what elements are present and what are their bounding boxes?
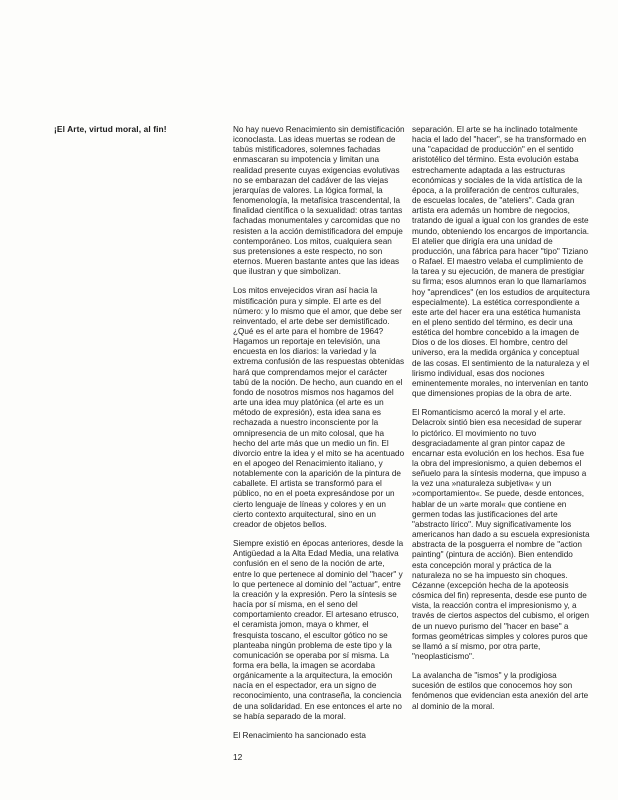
paragraph: separación. El arte se ha inclinado totalmente hacia el lado del "hacer", se ha transformado en una "capacidad de producción" en el sentido aristotélico del término. Esta evolución estaba estrechamente adaptada a las estructuras económicas y sociales de la vida artística de la época, a la proliferación de centros culturales, de escuelas locales, de "ateliers". Cada gran artista era además un hombre de negocios, tratando de igual a igual con los grandes de este mundo, obteniendo los encargos de importancia. El atelier que dirigía era una unidad de producción, una fábrica para hacer "tipo" Tiziano o Rafael. El maestro velaba el cumplimiento de la tarea y su ejecución, de manera de prestigiar su firma; esos alumnos eran lo que llamaríamos hoy "aprendices" (en los estudios de arquitectura especialmente). La estética correspondiente a este arte del hacer era una estética humanista en el pleno sentido del término, es decir una estética del hombre concebido a la imagen de Dios o de los dioses. El hombre, centro del universo, era la medida orgánica y conceptual de las cosas. El sentimiento de la naturaleza y el lirismo individual, esas dos nociones eminentemente morales, no intervenían en tanto que dimensiones propias de la obra de arte. [412,125,590,399]
paragraph: No hay nuevo Renacimiento sin demistificación iconoclasta. Las ideas muertas se rodean de tabús mistificadores, solemnes fachadas enmascaran su impotencia y limitan una realidad presente cuyas exigencias evolutivas no se embarazan del cadáver de las viejas jerarquías de valores. La lógica formal, la fenomenología, la metafísica trascendental, la finalidad científica o la sexualidad: otras tantas fachadas monumentales y carcomidas que no resisten a la acción demistificadora del empuje contemporáneo. Los mitos, cualquiera sean sus pretensiones a este respecto, no son eternos. Mueren bastante antes que las ideas que ilustran y que simbolizan. [233,125,405,277]
page-number: 12 [233,752,243,762]
paragraph: Los mitos envejecidos viran así hacia la mistificación pura y simple. El arte es del número: y lo mismo que el amor, que debe ser reinventado, el arte debe ser demistificado. ¿Qué es el arte para el hombre de 1964? Hagamos un reportaje en televisión, una encuesta en los diarios: la variedad y la extrema confusión de las respuestas obtenidas hará que comprendamos mejor el carácter tabú de la noción. De hecho, aun cuando en el fondo de nosotros mismos nos hagamos del arte una idea muy platónica (el arte es un método de expresión), esta idea sana es rechazada a nuestro inconsciente por la omnipresencia de un mito colosal, que ha hecho del arte más que un medio un fin. El divorcio entre la idea y el mito se ha acentuado en el apogeo del Renacimiento italiano, y notablemente con la aparición de la pintura de caballete. El artista se transformó para el público, no en el poeta expresándose por un cierto lenguaje de líneas y colores y en un cierto contexto arquitectural, sino en un creador de objetos bellos. [233,286,405,529]
text-column-right [412,125,590,721]
text-column-left [233,125,405,750]
paragraph: El Renacimiento ha sancionado esta [233,730,366,740]
paragraph: Siempre existió en épocas anteriores, desde la Antigüedad a la Alta Edad Media, una relativa confusión en el seno de la noción de arte, entre lo que pertenece al dominio del "hacer" y lo que pertenece al dominio del "actuar", entre la creación y la expresión. Pero la síntesis se hacía por sí misma, en el seno del comportamiento creador. El artesano etrusco, el ceramista jomon, maya o khmer, el fresquista toscano, el escultor gótico no se planteaba ningún problema de este tipo y la comunicación se operaba por sí misma. La forma era bella, la imagen se acordaba orgánicamente a la arquitectura, la emoción nacía en el espectador, era un signo de reconocimiento, una contraseña, la conciencia de una solidaridad. En ese entonces el arte no se había separado de la moral. [233,539,404,721]
paragraph: El Romanticismo acercó la moral y el arte. Delacroix sintió bien esa necesidad de superar lo pictórico. El movimiento no tuvo desgraciadamente al gran pintor capaz de encarnar esta evolución en los hechos. Esa fue la obra del impresionismo, a quien debemos el señuelo para la síntesis moderna, que impuso a la vez una »naturaleza subjetiva« y un »comportamiento«. Se puede, desde entonces, hablar de un »arte moral« que contiene en germen todas las justificaciones del arte "abstracto lírico". Muy significativamente los americanos han dado a su escuela expresionista abstracta de la posguerra el nombre de "action painting" (pintura de acción). Bien entendido esta concepción moral y práctica de la naturaleza no se ha impuesto sin choques. Cézanne (excepción hecha de la apoteosis cósmica del fin) representa, desde ese punto de vista, la reacción contra el impresionismo y, a través de ciertos aspectos del cubismo, el origen de un nuevo purismo del "hacer en base" a formas geométricas simples y colores puros que se llamó a sí mismo, por otra parte, "neoplasticismo". [412,408,590,661]
article-title: ¡El Arte, virtud moral, al fin! [54,124,167,134]
paragraph: La avalancha de "ismos" y la prodigiosa sucesión de estilos que conocemos hoy son fenómenos que evidencian esta anexión del arte al dominio de la moral. [412,671,589,711]
